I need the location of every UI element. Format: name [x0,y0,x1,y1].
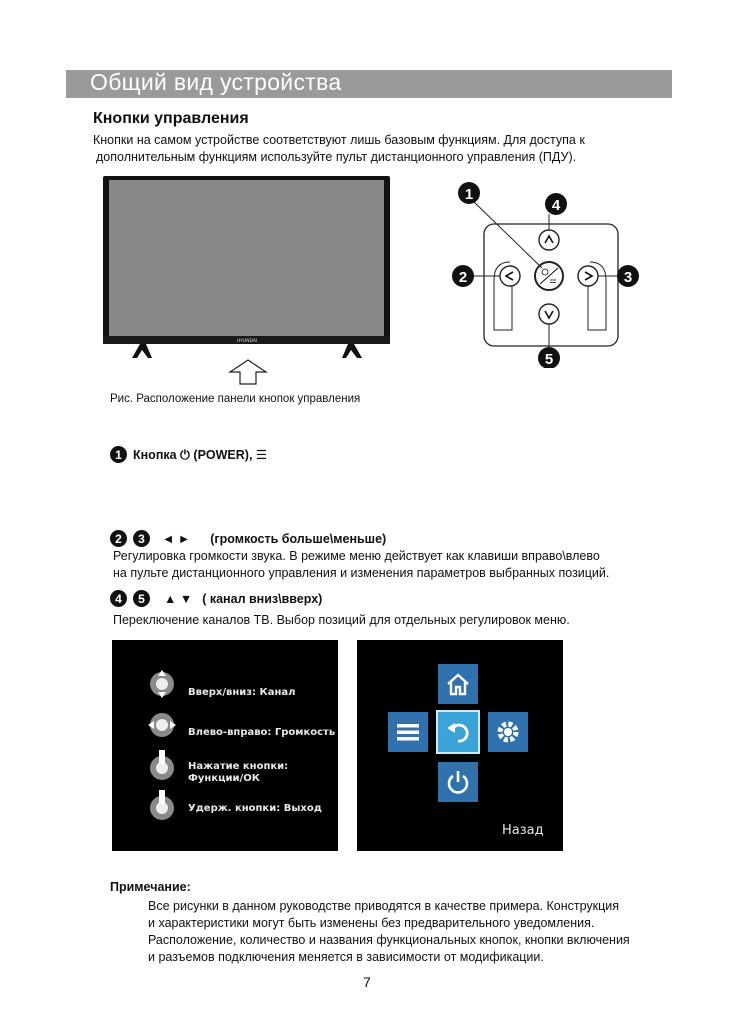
channel-arrows-icon: ▲ ▼ [164,591,193,606]
pointer-arrow-icon [230,360,266,384]
callout-5: 5 [544,351,554,368]
item-volume-text [113,548,609,582]
osd-help-screen [112,640,338,851]
page-title: Общий вид устройства [90,69,342,95]
home-icon [445,672,471,696]
note-line-4: и разъемов подключения меняется в зависимости от модификации. [148,950,544,964]
marker-2: 2 [110,530,127,547]
section-title: Кнопки управления [93,110,249,127]
osd-label-hold: Удерж. кнопки: Выход [188,803,322,814]
item-volume [110,530,386,547]
intro-text [93,132,693,166]
menu-icon [395,721,421,743]
button-left-icon [500,266,520,286]
note-title: Примечание: [110,880,191,894]
callout-2: 2 [458,269,468,286]
button-panel-diagram [448,178,648,368]
osd-menu-screen [357,640,563,851]
marker-3: 3 [133,530,150,547]
note-line-1: Все рисунки в данном руководстве приводятся в качестве примера. Конструкция [148,899,620,913]
item-volume-line-2: на пульте дистанционного управления и изменения параметров выбранных позиций. [113,566,610,580]
item-volume-line-1: Регулировка громкости звука. В режиме меню действует как клавиши вправо\влево [113,549,600,563]
note-body [148,898,708,966]
tv-brand-label: HYUNDAI [236,339,258,344]
button-down-icon [539,304,559,324]
intro-line-2: дополнительным функциям используйте пульт дистанционного управления (ПДУ). [96,150,577,164]
item-channel-title: ( канал вниз\вверх) [202,591,323,606]
intro-line-1: Кнопки на самом устройстве соответствуют лишь базовым функциям. Для доступа к [93,133,585,147]
osd-label-up-down: Вверх/вниз: Канал [188,687,296,698]
callout-3: 3 [623,269,633,286]
settings-tile[interactable] [488,712,528,752]
section-header-bar [66,70,672,98]
menu-tile[interactable] [388,712,428,752]
note-line-3: Расположение, количество и названия функциональных кнопок, кнопки включения [148,933,630,947]
tv-illustration [100,174,395,386]
button-right-icon [578,266,598,286]
item-power-title: Кнопка ⏻ (POWER), ☰ [133,447,268,462]
item-power [110,446,267,463]
item-volume-title: (громкость больше\меньше) [210,531,387,546]
marker-5: 5 [133,590,150,607]
callout-1: 1 [464,186,474,203]
back-icon [445,720,471,744]
back-tile[interactable] [438,712,478,752]
power-tile[interactable] [438,762,478,802]
item-channel-text: Переключение каналов ТВ. Выбор позиций для отдельных регулировок меню. [113,613,570,627]
callout-4: 4 [551,197,561,214]
marker-4: 4 [110,590,127,607]
marker-1: 1 [110,446,127,463]
button-up-icon [539,230,559,250]
osd-back-label: Назад [502,823,544,838]
osd-joystick-icons [148,670,188,835]
note-line-2: и характеристики могут быть изменены без предварительного уведомления. [148,916,595,930]
gear-icon [495,719,521,745]
item-channel [110,590,322,607]
osd-label-press: Нажатие кнопки: [188,761,289,772]
home-tile[interactable] [438,664,478,704]
osd-label-function: Функции/ОК [188,773,260,784]
tv-stand-left [132,344,152,358]
figure-caption: Рис. Расположение панели кнопок управления [110,393,361,405]
page-number: 7 [363,974,371,990]
power-icon [445,769,471,795]
tv-stand-right [342,344,362,358]
osd-label-left-right: Влево-вправо: Громкость [188,727,336,738]
volume-arrows-icon: ◄ ► [162,531,191,546]
